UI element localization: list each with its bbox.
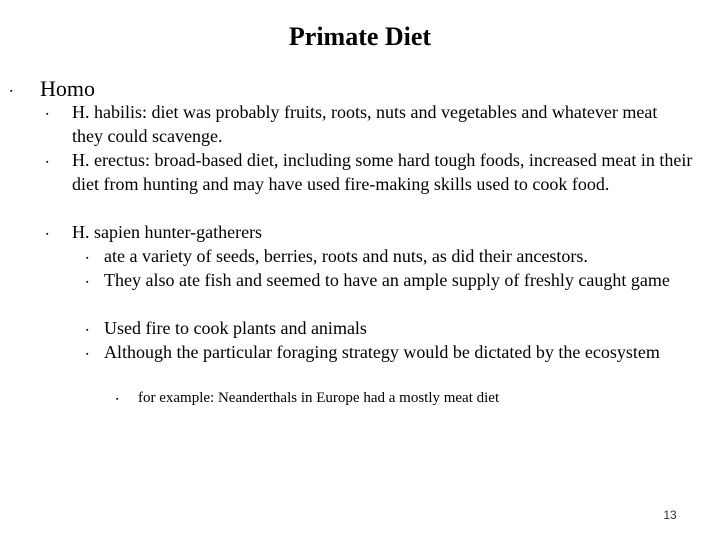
bullet-icon: ▪: [46, 230, 49, 238]
bullet-h-erectus: H. erectus: broad-based diet, including some hard tough foods, increased meat in their diet from hunting and may have used fire-making skills used to cook food.: [72, 150, 693, 194]
bullet-icon: ▪: [86, 326, 89, 334]
page-number: 13: [663, 508, 677, 522]
bullet-foraging-strategy: Although the particular foraging strategy would be dictated by the ecosystem: [104, 342, 660, 362]
bullet-icon: ▪: [86, 278, 89, 286]
bullet-homo: Homo: [40, 76, 95, 101]
bullet-h-sapien: H. sapien hunter-gatherers: [72, 222, 263, 242]
bullet-icon: ▪: [86, 350, 89, 358]
bullet-fire-cooking: Used fire to cook plants and animals: [104, 318, 367, 338]
bullet-seeds-berries: ate a variety of seeds, berries, roots and nuts, as did their ancestors.: [104, 246, 588, 266]
bullet-icon: ▪: [46, 110, 49, 118]
bullet-fish-game: They also ate fish and seemed to have an ample supply of freshly caught game: [104, 270, 670, 290]
slide-title: Primate Diet: [288, 22, 432, 51]
bullet-neanderthals: for example: Neanderthals in Europe had a mostly meat diet: [138, 390, 500, 406]
bullet-icon: ▪: [116, 395, 119, 403]
bullet-h-habilis: H. habilis: diet was probably fruits, roots, nuts and vegetables and whatever meat they could scavenge.: [72, 102, 658, 146]
bullet-icon: ▪: [86, 254, 89, 262]
bullet-icon: ▪: [10, 87, 13, 95]
bullet-icon: ▪: [46, 158, 49, 166]
